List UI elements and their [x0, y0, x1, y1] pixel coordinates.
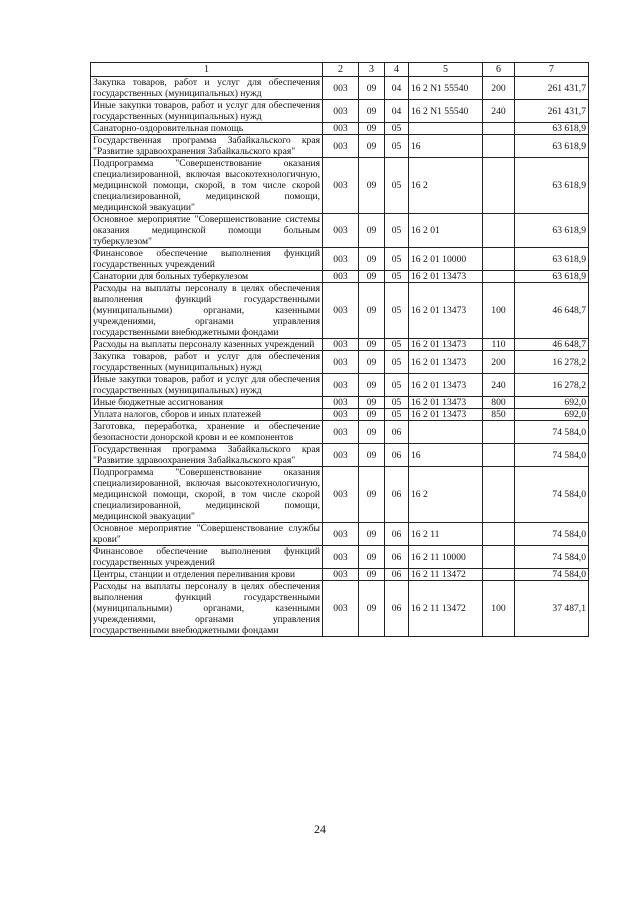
- section-code-cell: 09: [359, 444, 385, 467]
- amount-cell: 63 618,9: [515, 135, 589, 158]
- section-code-cell: 09: [359, 283, 385, 339]
- subsection-code-cell: 05: [385, 214, 409, 248]
- target-article-cell: 16 2 N1 55540: [409, 77, 483, 100]
- row-name-cell: Расходы на выплаты персоналу в целях обеспечения выполнения функций государственными (муниципальными) органами, казенными учреждениями, органами управления государственными внебюджетными фондами: [91, 581, 323, 637]
- amount-cell: 63 618,9: [515, 158, 589, 214]
- table-row: [91, 339, 589, 351]
- ministry-code-cell: 003: [323, 421, 359, 444]
- table-row: [91, 351, 589, 374]
- ministry-code-cell: 003: [323, 581, 359, 637]
- subsection-code-cell: 04: [385, 77, 409, 100]
- target-article-cell: 16 2: [409, 158, 483, 214]
- section-code-cell: 09: [359, 397, 385, 409]
- subsection-code-cell: 05: [385, 339, 409, 351]
- amount-cell: 74 584,0: [515, 444, 589, 467]
- target-article-cell: 16 2 11 10000: [409, 546, 483, 569]
- expense-type-cell: [483, 569, 515, 581]
- target-article-cell: 16 2: [409, 467, 483, 523]
- subsection-code-cell: 05: [385, 409, 409, 421]
- amount-cell: 63 618,9: [515, 123, 589, 135]
- target-article-cell: 16 2 01 13473: [409, 351, 483, 374]
- expense-type-cell: 800: [483, 397, 515, 409]
- amount-cell: 261 431,7: [515, 77, 589, 100]
- table-row: [91, 374, 589, 397]
- ministry-code-cell: 003: [323, 123, 359, 135]
- amount-cell: 74 584,0: [515, 523, 589, 546]
- amount-cell: 63 618,9: [515, 248, 589, 271]
- row-name-cell: Закупка товаров, работ и услуг для обеспечения государственных (муниципальных) нужд: [91, 351, 323, 374]
- target-article-cell: [409, 123, 483, 135]
- table-body: [91, 77, 589, 637]
- table-row: [91, 444, 589, 467]
- table-row: [91, 248, 589, 271]
- subsection-code-cell: 06: [385, 421, 409, 444]
- amount-cell: 74 584,0: [515, 467, 589, 523]
- row-name-cell: Подпрограмма "Совершенствование оказания специализированной, включая высокотехнологичную, медицинской помощи, скорой, в том числе скорой специализированной, медицинской помощи, медицинской эвакуации": [91, 467, 323, 523]
- ministry-code-cell: 003: [323, 77, 359, 100]
- section-code-cell: 09: [359, 77, 385, 100]
- section-code-cell: 09: [359, 523, 385, 546]
- row-name-cell: Подпрограмма "Совершенствование оказания специализированной, включая высокотехнологичную, медицинской помощи, скорой, в том числе скорой специализированной, медицинской помощи, медицинской эвакуации": [91, 158, 323, 214]
- ministry-code-cell: 003: [323, 100, 359, 123]
- target-article-cell: 16 2 11: [409, 523, 483, 546]
- expense-type-cell: [483, 523, 515, 546]
- column-header: 6: [483, 63, 515, 77]
- section-code-cell: 09: [359, 569, 385, 581]
- subsection-code-cell: 05: [385, 397, 409, 409]
- expense-type-cell: [483, 271, 515, 283]
- subsection-code-cell: 04: [385, 100, 409, 123]
- subsection-code-cell: 05: [385, 351, 409, 374]
- section-code-cell: 09: [359, 581, 385, 637]
- target-article-cell: 16: [409, 135, 483, 158]
- target-article-cell: 16 2 11 13472: [409, 581, 483, 637]
- budget-table-container: [90, 62, 588, 637]
- ministry-code-cell: 003: [323, 271, 359, 283]
- expense-type-cell: [483, 135, 515, 158]
- expense-type-cell: [483, 444, 515, 467]
- row-name-cell: Иные бюджетные ассигнования: [91, 397, 323, 409]
- row-name-cell: Финансовое обеспечение выполнения функций государственных учреждений: [91, 248, 323, 271]
- expense-type-cell: [483, 467, 515, 523]
- row-name-cell: Закупка товаров, работ и услуг для обеспечения государственных (муниципальных) нужд: [91, 77, 323, 100]
- ministry-code-cell: 003: [323, 523, 359, 546]
- target-article-cell: [409, 421, 483, 444]
- section-code-cell: 09: [359, 546, 385, 569]
- row-name-cell: Расходы на выплаты персоналу казенных учреждений: [91, 339, 323, 351]
- expense-type-cell: [483, 123, 515, 135]
- expense-type-cell: [483, 158, 515, 214]
- column-header: 7: [515, 63, 589, 77]
- section-code-cell: 09: [359, 271, 385, 283]
- subsection-code-cell: 05: [385, 248, 409, 271]
- subsection-code-cell: 05: [385, 123, 409, 135]
- expense-type-cell: [483, 214, 515, 248]
- table-row: [91, 135, 589, 158]
- expense-type-cell: 100: [483, 581, 515, 637]
- section-code-cell: 09: [359, 123, 385, 135]
- section-code-cell: 09: [359, 339, 385, 351]
- ministry-code-cell: 003: [323, 546, 359, 569]
- table-row: [91, 123, 589, 135]
- amount-cell: 63 618,9: [515, 271, 589, 283]
- ministry-code-cell: 003: [323, 374, 359, 397]
- column-header: 3: [359, 63, 385, 77]
- target-article-cell: 16 2 01 13473: [409, 409, 483, 421]
- target-article-cell: 16 2 01 13473: [409, 339, 483, 351]
- ministry-code-cell: 003: [323, 339, 359, 351]
- amount-cell: 63 618,9: [515, 214, 589, 248]
- amount-cell: 74 584,0: [515, 421, 589, 444]
- target-article-cell: 16 2 N1 55540: [409, 100, 483, 123]
- column-header: 2: [323, 63, 359, 77]
- row-name-cell: Государственная программа Забайкальского края "Развитие здравоохранения Забайкальского края": [91, 444, 323, 467]
- amount-cell: 74 584,0: [515, 569, 589, 581]
- subsection-code-cell: 06: [385, 467, 409, 523]
- row-name-cell: Основное мероприятие "Совершенствование службы крови": [91, 523, 323, 546]
- ministry-code-cell: 003: [323, 158, 359, 214]
- expense-type-cell: [483, 248, 515, 271]
- subsection-code-cell: 05: [385, 374, 409, 397]
- subsection-code-cell: 05: [385, 135, 409, 158]
- ministry-code-cell: 003: [323, 467, 359, 523]
- table-row: [91, 523, 589, 546]
- row-name-cell: Центры, станции и отделения переливания крови: [91, 569, 323, 581]
- table-row: [91, 421, 589, 444]
- section-code-cell: 09: [359, 409, 385, 421]
- row-name-cell: Санаторно-оздоровительная помощь: [91, 123, 323, 135]
- row-name-cell: Расходы на выплаты персоналу в целях обеспечения выполнения функций государственными (муниципальными) органами, казенными учреждениями, органами управления государственными внебюджетными фондами: [91, 283, 323, 339]
- section-code-cell: 09: [359, 421, 385, 444]
- table-row: [91, 546, 589, 569]
- amount-cell: 16 278,2: [515, 374, 589, 397]
- expense-type-cell: [483, 546, 515, 569]
- ministry-code-cell: 003: [323, 397, 359, 409]
- target-article-cell: 16 2 01 13473: [409, 271, 483, 283]
- section-code-cell: 09: [359, 100, 385, 123]
- subsection-code-cell: 06: [385, 569, 409, 581]
- table-row: [91, 158, 589, 214]
- amount-cell: 37 487,1: [515, 581, 589, 637]
- expense-type-cell: 100: [483, 283, 515, 339]
- subsection-code-cell: 06: [385, 444, 409, 467]
- table-row: [91, 569, 589, 581]
- expense-type-cell: 240: [483, 100, 515, 123]
- subsection-code-cell: 06: [385, 523, 409, 546]
- row-name-cell: Санатории для больных туберкулезом: [91, 271, 323, 283]
- column-header: 1: [91, 63, 323, 77]
- expense-type-cell: 850: [483, 409, 515, 421]
- expense-type-cell: [483, 421, 515, 444]
- amount-cell: 46 648,7: [515, 339, 589, 351]
- ministry-code-cell: 003: [323, 351, 359, 374]
- section-code-cell: 09: [359, 135, 385, 158]
- target-article-cell: 16 2 01 10000: [409, 248, 483, 271]
- budget-table: [90, 62, 589, 637]
- amount-cell: 692,0: [515, 409, 589, 421]
- target-article-cell: 16 2 01 13473: [409, 374, 483, 397]
- target-article-cell: 16: [409, 444, 483, 467]
- table-row: [91, 409, 589, 421]
- subsection-code-cell: 05: [385, 283, 409, 339]
- expense-type-cell: 200: [483, 351, 515, 374]
- subsection-code-cell: 05: [385, 271, 409, 283]
- table-header-row: [91, 63, 589, 77]
- ministry-code-cell: 003: [323, 214, 359, 248]
- table-row: [91, 581, 589, 637]
- ministry-code-cell: 003: [323, 569, 359, 581]
- row-name-cell: Основное мероприятие "Совершенствование системы оказания медицинской помощи больным туберкулезом": [91, 214, 323, 248]
- target-article-cell: 16 2 11 13472: [409, 569, 483, 581]
- table-row: [91, 214, 589, 248]
- expense-type-cell: 240: [483, 374, 515, 397]
- section-code-cell: 09: [359, 351, 385, 374]
- amount-cell: 261 431,7: [515, 100, 589, 123]
- section-code-cell: 09: [359, 467, 385, 523]
- ministry-code-cell: 003: [323, 444, 359, 467]
- expense-type-cell: 110: [483, 339, 515, 351]
- table-row: [91, 467, 589, 523]
- target-article-cell: 16 2 01: [409, 214, 483, 248]
- subsection-code-cell: 06: [385, 546, 409, 569]
- section-code-cell: 09: [359, 158, 385, 214]
- section-code-cell: 09: [359, 214, 385, 248]
- section-code-cell: 09: [359, 248, 385, 271]
- target-article-cell: 16 2 01 13473: [409, 283, 483, 339]
- row-name-cell: Уплата налогов, сборов и иных платежей: [91, 409, 323, 421]
- subsection-code-cell: 05: [385, 158, 409, 214]
- section-code-cell: 09: [359, 374, 385, 397]
- amount-cell: 16 278,2: [515, 351, 589, 374]
- ministry-code-cell: 003: [323, 409, 359, 421]
- column-header: 5: [409, 63, 483, 77]
- table-row: [91, 397, 589, 409]
- table-row: [91, 283, 589, 339]
- table-row: [91, 100, 589, 123]
- amount-cell: 74 584,0: [515, 546, 589, 569]
- column-header: 4: [385, 63, 409, 77]
- table-row: [91, 77, 589, 100]
- row-name-cell: Государственная программа Забайкальского края "Развитие здравоохранения Забайкальского края": [91, 135, 323, 158]
- ministry-code-cell: 003: [323, 135, 359, 158]
- expense-type-cell: 200: [483, 77, 515, 100]
- row-name-cell: Иные закупки товаров, работ и услуг для обеспечения государственных (муниципальных) нужд: [91, 374, 323, 397]
- amount-cell: 692,0: [515, 397, 589, 409]
- row-name-cell: Иные закупки товаров, работ и услуг для обеспечения государственных (муниципальных) нужд: [91, 100, 323, 123]
- row-name-cell: Финансовое обеспечение выполнения функций государственных учреждений: [91, 546, 323, 569]
- table-row: [91, 271, 589, 283]
- ministry-code-cell: 003: [323, 283, 359, 339]
- amount-cell: 46 648,7: [515, 283, 589, 339]
- page-number: 24: [314, 822, 326, 836]
- subsection-code-cell: 06: [385, 581, 409, 637]
- target-article-cell: 16 2 01 13473: [409, 397, 483, 409]
- ministry-code-cell: 003: [323, 248, 359, 271]
- row-name-cell: Заготовка, переработка, хранение и обеспечение безопасности донорской крови и ее компонентов: [91, 421, 323, 444]
